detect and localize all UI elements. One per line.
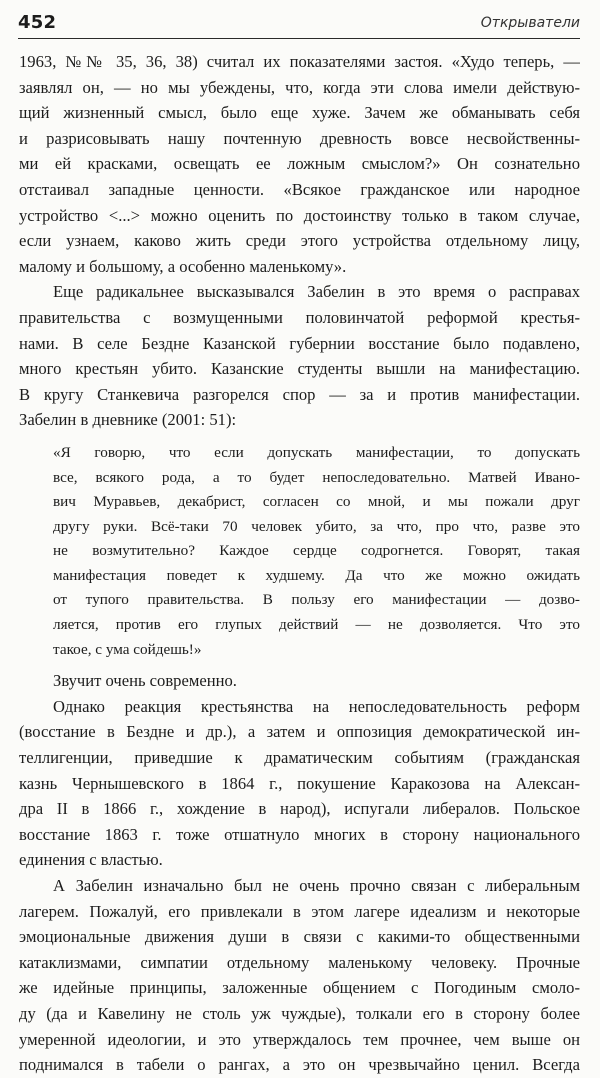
text-line: Звучит очень современно. <box>53 671 237 691</box>
text-line: ляется, против его глупых действий — не дозволяется. Что это <box>53 616 580 634</box>
text-line: (восстание в Бездне и др.), а затем и оппозиция демократической ин- <box>19 722 580 742</box>
running-title: Открыватели <box>480 15 580 31</box>
text-line: от тупого правительства. В пользу его манифестации — дозво- <box>53 591 580 609</box>
text-line: много крестьян убито. Казанские студенты вышли на манифестацию. <box>19 359 580 379</box>
text-line: малому и большому, а особенно маленькому». <box>19 256 347 276</box>
text-line: отстаивал западные ценности. «Всякое гражданское или народное <box>19 179 580 199</box>
page-number: 452 <box>18 12 57 33</box>
text-line: 1963, №№ 35, 36, 38) считал их показателями застоя. «Худо теперь, — <box>19 52 580 71</box>
body-text <box>19 49 580 1078</box>
text-line: поднимался в табели о рангах, а это он чрезвычайно ценил. Всегда <box>19 1055 580 1075</box>
text-line: лагерем. Пожалуй, его привлекали в этом лагере идеализм и некоторые <box>19 901 580 921</box>
text-line: если узнаем, каково жить среди этого устройства отдельному лицу, <box>19 231 580 251</box>
text-line: теллигенции, приведшие к драматическим событиям (гражданская <box>19 748 580 768</box>
text-line: Еще радикальнее высказывался Забелин в это время о расправах <box>53 282 580 302</box>
text-line: восстание 1863 г. тоже отшатнуло многих в сторону национального <box>19 824 580 844</box>
text-line: единения с властью. <box>19 850 163 870</box>
text-line: В кругу Станкевича разгорелся спор — за и против манифестации. <box>19 384 580 404</box>
text-line: нами. В селе Бездне Казанской губернии восстание было подавлено, <box>19 333 580 353</box>
text-line: другу руки. Всё-таки 70 человек убито, за что, про что, разве это <box>53 517 580 535</box>
text-line: эмоциональные движения души в связи с какими-то общественными <box>19 927 580 947</box>
text-line: дра II в 1866 г., хождение в народ), испугали либералов. Польское <box>19 799 580 819</box>
text-line: и разрисовывать нашу почтенную древность вовсе несвойственны- <box>19 128 580 148</box>
text-line: А Забелин изначально был не очень прочно связан с либеральным <box>53 876 580 895</box>
text-line: не возмутительно? Каждое сердце содрогнется. Говорят, такая <box>53 542 580 560</box>
text-line: правительства с возмущенными половинчатой реформой крестья- <box>19 307 580 327</box>
text-line: казнь Чернышевского в 1864 г., покушение Каракозова на Алексан- <box>19 773 580 793</box>
text-line: вич Муравьев, декабрист, согласен со мной, и мы пожали друг <box>53 493 580 511</box>
text-line: Забелин в дневнике (2001: 51): <box>19 410 237 430</box>
text-line: заявлял он, — но мы убеждены, что, когда эти слова имели действую- <box>19 77 580 97</box>
text-line: «Я говорю, что если допускать манифестации, то допускать <box>53 443 580 461</box>
text-line: же идейные принципы, заложенные общением с Погодиным смоло- <box>19 978 580 998</box>
text-line: ми ей красками, освещать ее ложным смыслом?» Он сознательно <box>19 154 580 174</box>
text-line: Однако реакция крестьянства на непоследовательность реформ <box>53 696 580 716</box>
text-line: устройство <...> можно оценить по достоинству только в таком случае, <box>19 205 580 225</box>
text-line: манифестация поведет к худшему. Да что же можно ожидать <box>53 566 580 584</box>
text-line: такое, с ума сойдешь!» <box>53 640 202 658</box>
page-header <box>18 10 580 39</box>
text-line: катаклизмами, симпатии отдельному маленькому человеку. Прочные <box>19 952 580 972</box>
text-line: щий жизненный смысл, было еще хуже. Зачем же обманывать себя <box>19 103 580 123</box>
text-line: умеренной идеологии, и это утверждалось тем прочнее, чем выше он <box>19 1029 580 1049</box>
text-line: ду (да и Кавелину не столь уж чуждые), толкали его в сторону более <box>19 1003 580 1023</box>
text-line: все, всякого рода, а то будет непоследовательно. Матвей Ивано- <box>53 468 580 486</box>
